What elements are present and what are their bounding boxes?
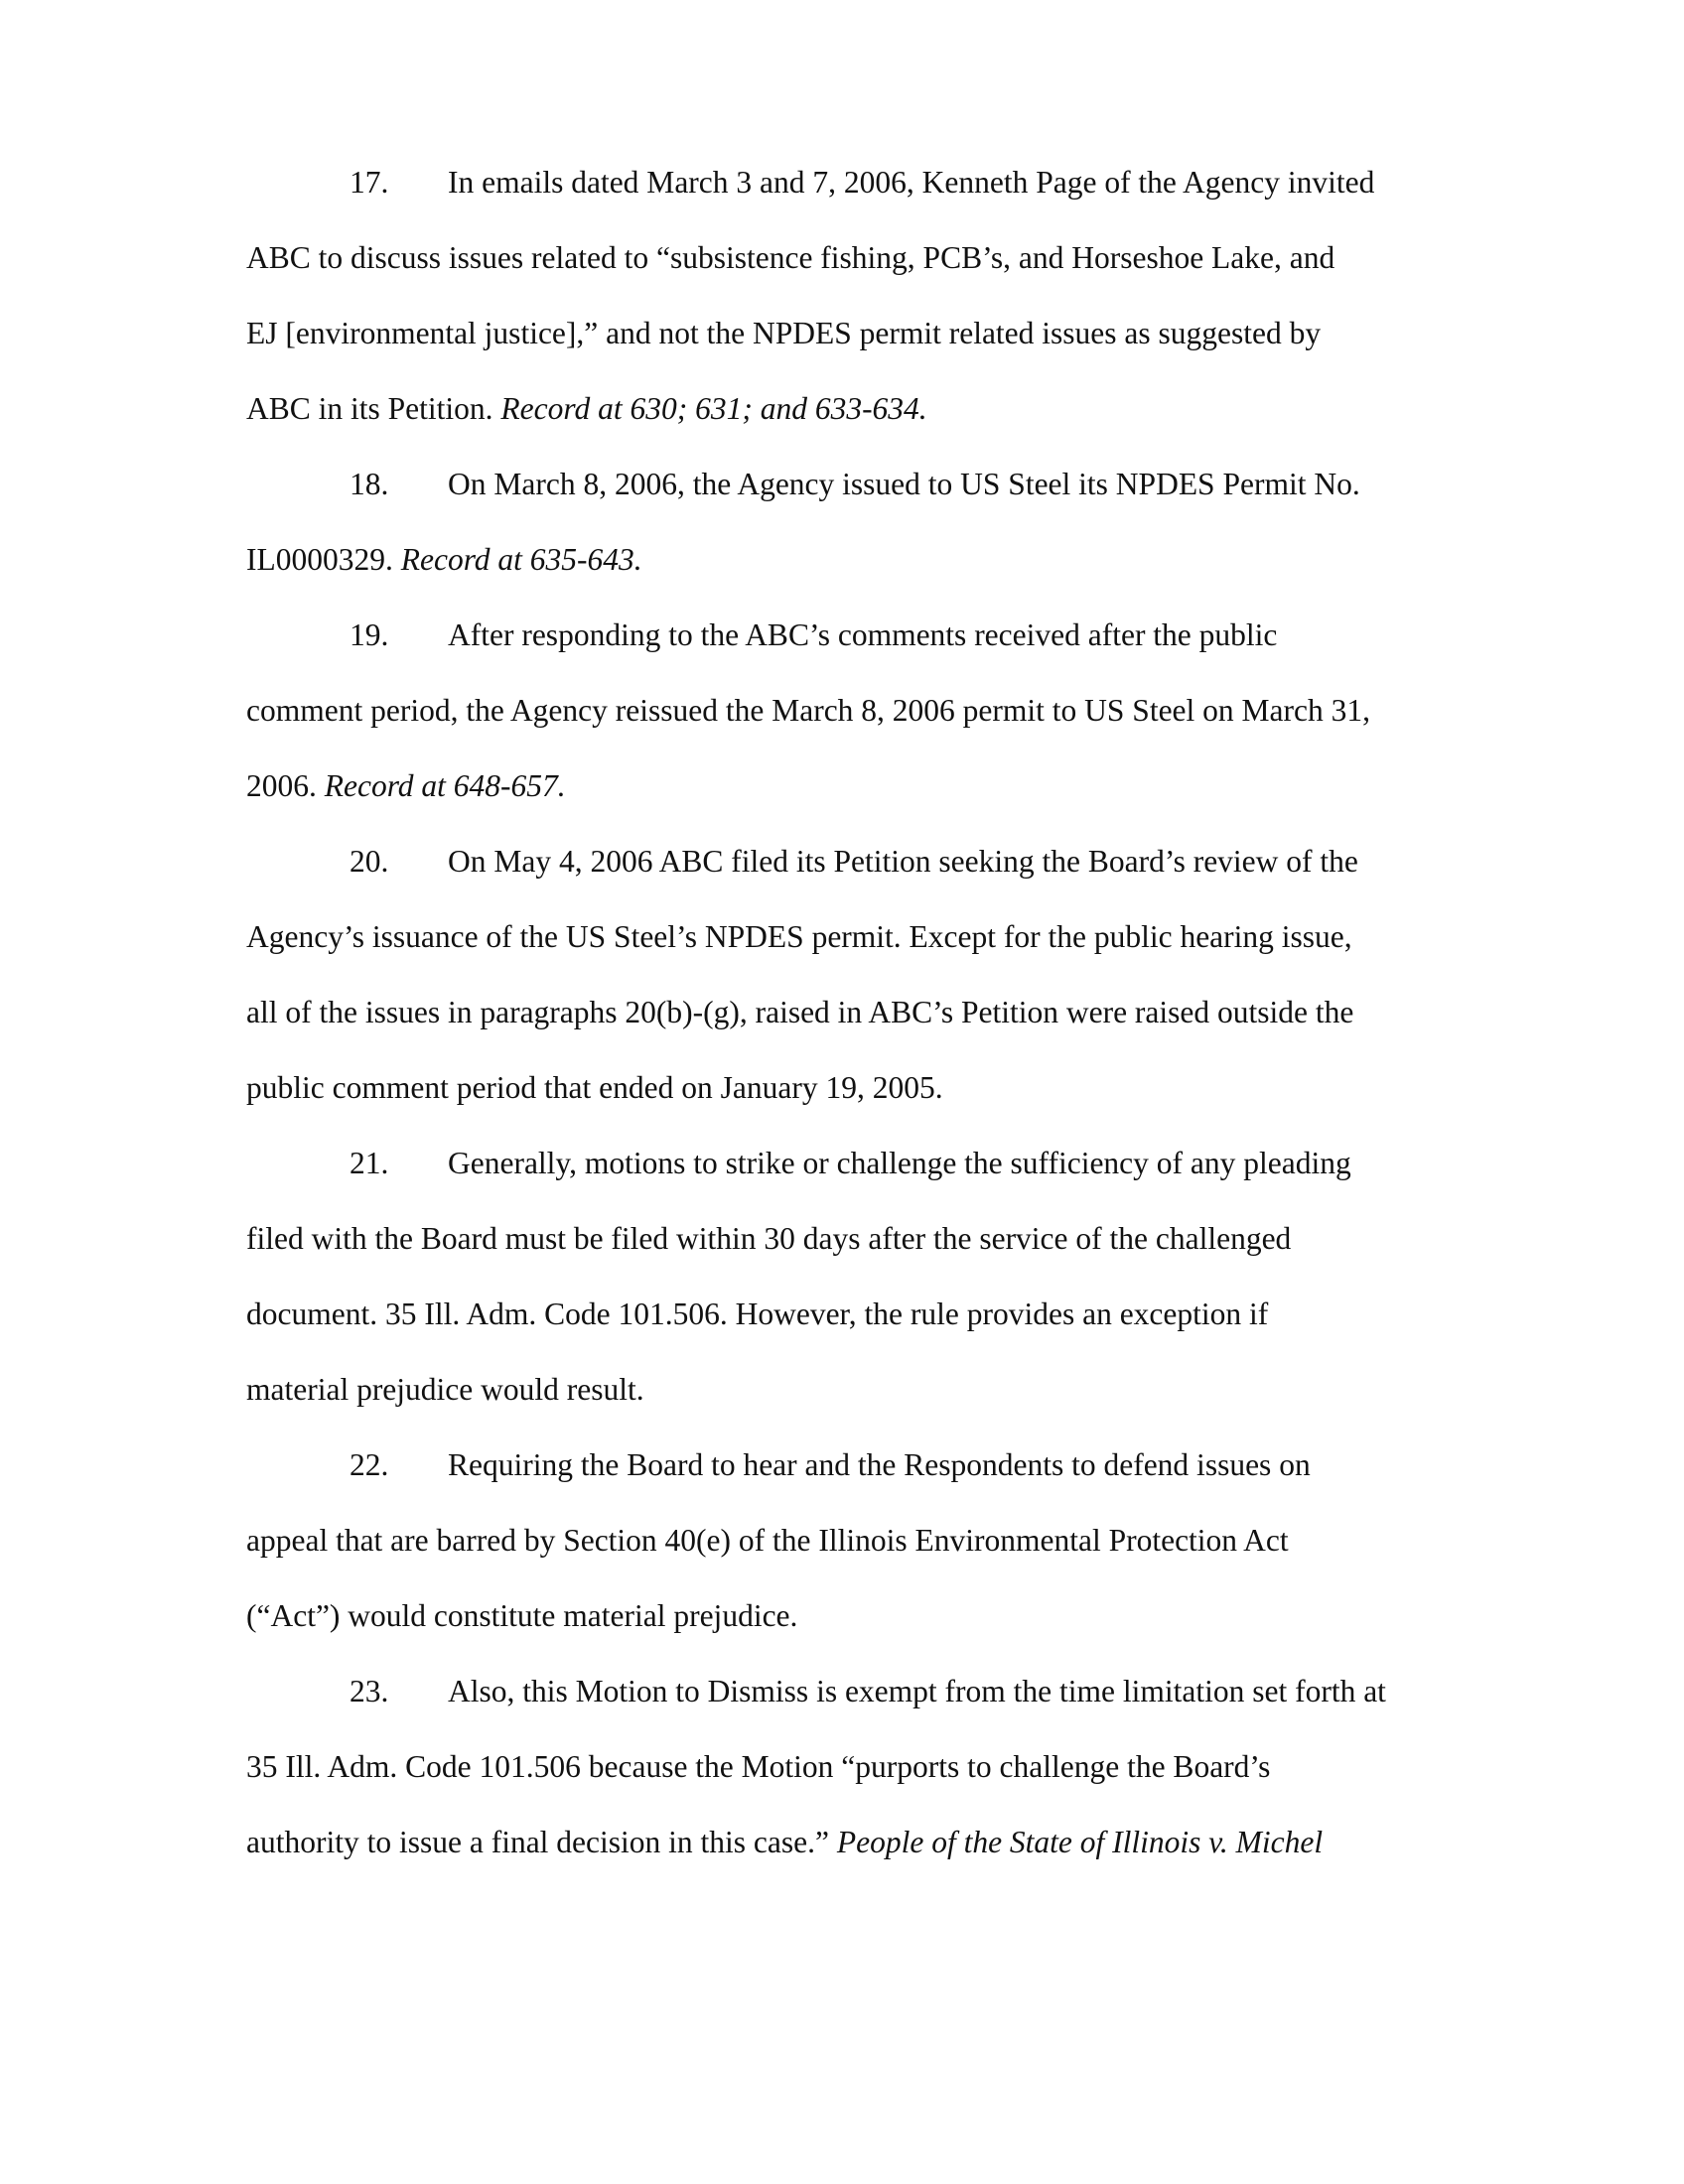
paragraph-line: Agency’s issuance of the US Steel’s NPDES permit. Except for the public hearing issue,: [246, 919, 1352, 954]
paragraph-first-line: [246, 447, 1438, 522]
record-citation: Record at 630; 631; and 633-634.: [500, 391, 927, 426]
paragraph-line: EJ [environmental justice],” and not the NPDES permit related issues as suggested by: [246, 316, 1322, 350]
paragraph-first-line: [246, 1428, 1438, 1503]
paragraph-first-line: [246, 824, 1438, 899]
paragraph-17: [246, 145, 1438, 447]
paragraph-line: appeal that are barred by Section 40(e) of the Illinois Environmental Protection Act: [246, 1523, 1289, 1558]
paragraph-text: In emails dated March 3 and 7, 2006, Kenneth Page of the Agency invited: [448, 165, 1375, 200]
paragraph-19: [246, 598, 1438, 824]
paragraph-line: [246, 749, 1438, 824]
paragraph-first-line: [246, 1654, 1438, 1729]
record-citation: Record at 648-657.: [324, 768, 566, 803]
paragraph-18: [246, 447, 1438, 598]
paragraph-line: comment period, the Agency reissued the March 8, 2006 permit to US Steel on March 31,: [246, 693, 1371, 728]
paragraph-line: document. 35 Ill. Adm. Code 101.506. However, the rule provides an exception if: [246, 1297, 1269, 1331]
paragraph-text: IL0000329.: [246, 542, 393, 577]
paragraph-number: 22.: [350, 1447, 389, 1482]
paragraph-line: 35 Ill. Adm. Code 101.506 because the Motion “purports to challenge the Board’s: [246, 1749, 1271, 1784]
paragraph-number: 18.: [350, 467, 389, 501]
paragraph-text: On May 4, 2006 ABC filed its Petition seeking the Board’s review of the: [448, 844, 1358, 879]
paragraph-text: Also, this Motion to Dismiss is exempt from the time limitation set forth at: [448, 1674, 1386, 1708]
paragraph-number: 23.: [350, 1674, 389, 1708]
paragraph-line: [246, 522, 1438, 598]
case-citation: People of the State of Illinois v. Michel: [836, 1825, 1324, 1859]
paragraph-number: 19.: [350, 617, 389, 652]
paragraph-text: authority to issue a final decision in this case.”: [246, 1825, 829, 1859]
paragraph-line: [246, 1805, 1438, 1880]
paragraph-line: all of the issues in paragraphs 20(b)-(g), raised in ABC’s Petition were raised outside the: [246, 995, 1354, 1029]
paragraph-first-line: [246, 145, 1438, 220]
record-citation: Record at 635-643.: [400, 542, 642, 577]
paragraph-text: Generally, motions to strike or challenge the sufficiency of any pleading: [448, 1146, 1351, 1180]
paragraph-line: (“Act”) would constitute material prejudice.: [246, 1598, 798, 1633]
paragraph-text: 2006.: [246, 768, 317, 803]
paragraph-line: material prejudice would result.: [246, 1372, 644, 1407]
paragraph-line: filed with the Board must be filed within 30 days after the service of the challenged: [246, 1221, 1292, 1256]
paragraph-first-line: [246, 1126, 1438, 1201]
paragraph-number: 17.: [350, 165, 389, 200]
paragraph-text: Requiring the Board to hear and the Respondents to defend issues on: [448, 1447, 1311, 1482]
paragraph-21: [246, 1126, 1438, 1428]
paragraph-20: [246, 824, 1438, 1126]
paragraph-text: ABC in its Petition.: [246, 391, 493, 426]
paragraph-text: On March 8, 2006, the Agency issued to US Steel its NPDES Permit No.: [448, 467, 1360, 501]
paragraph-number: 20.: [350, 844, 389, 879]
paragraph-23: [246, 1654, 1438, 1880]
paragraph-text: After responding to the ABC’s comments received after the public: [448, 617, 1278, 652]
paragraph-line: [246, 371, 1438, 447]
paragraph-first-line: [246, 598, 1438, 673]
paragraph-line: public comment period that ended on January 19, 2005.: [246, 1070, 943, 1105]
paragraph-line: ABC to discuss issues related to “subsistence fishing, PCB’s, and Horseshoe Lake, and: [246, 240, 1335, 275]
paragraph-number: 21.: [350, 1146, 389, 1180]
paragraph-22: [246, 1428, 1438, 1654]
